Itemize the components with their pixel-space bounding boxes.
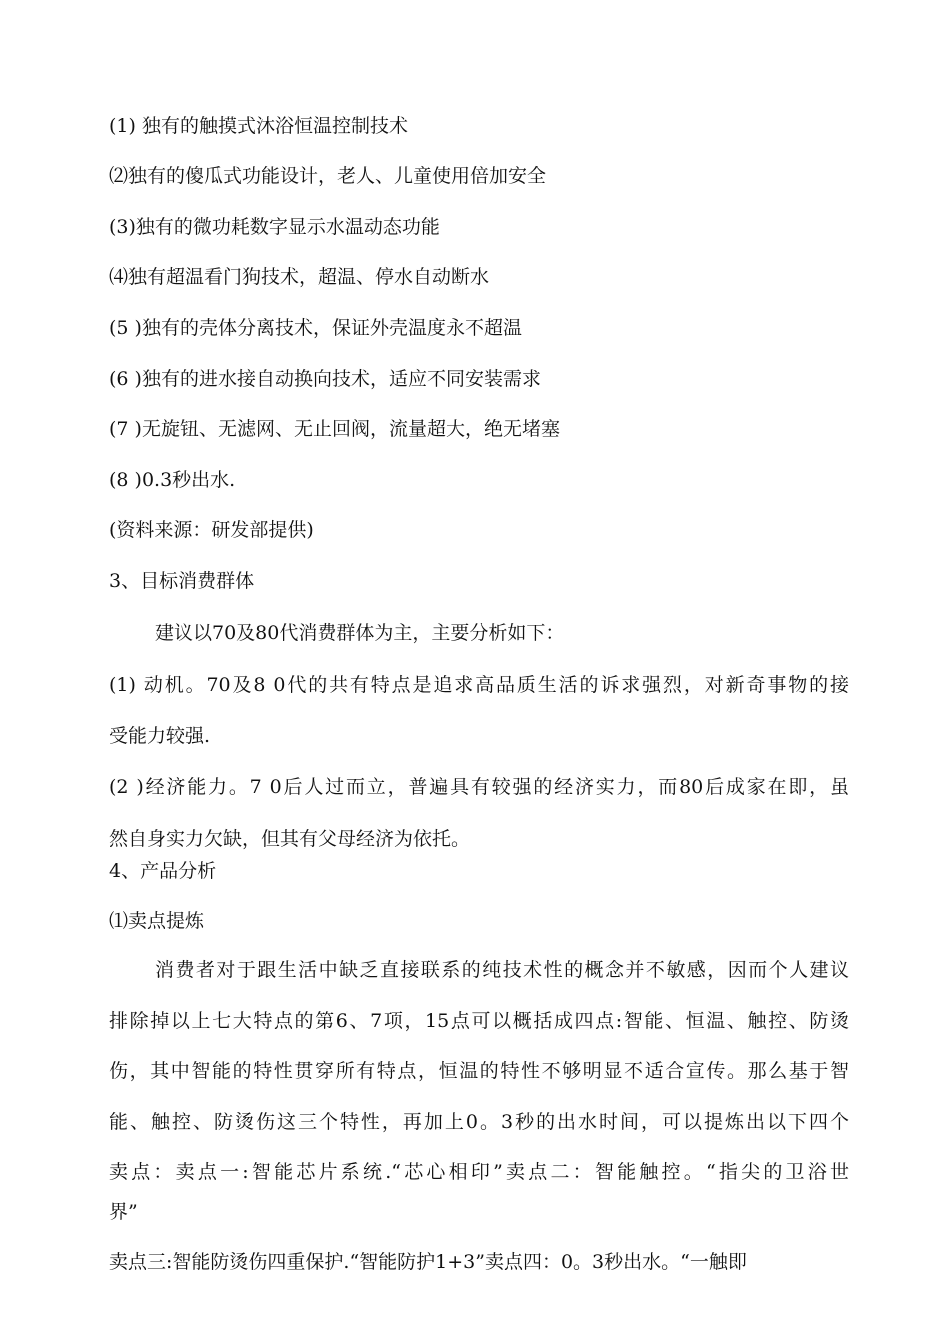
section-4-para-line-3: 伤，其中智能的特性贯穿所有特点，恒温的特性不够明显不适合宣传。那么基于智	[109, 1060, 849, 1082]
section-4-para-line-2: 排除掉以上七大特点的第6、7项，15点可以概括成四点:智能、恒温、触控、防烫	[109, 1010, 849, 1032]
section-4-last-line: 卖点三:智能防烫伤四重保护.“智能防护1+3”卖点四：0。3秒出水。“一触即	[109, 1251, 747, 1273]
section-3-item-2-line-1: (2 )经济能力。7 0后人过而立，普遍具有较强的经济实力，而80后成家在即，虽	[109, 776, 849, 798]
section-3-item-1-line-1: (1) 动机。70及8 0代的共有特点是追求高品质生活的诉求强烈，对新奇事物的接	[109, 674, 849, 696]
section-4-para-line-1: 消费者对于跟生活中缺乏直接联系的纯技术性的概念并不敏感，因而个人建议	[155, 959, 849, 981]
section-3-intro: 建议以70及80代消费群体为主，主要分析如下：	[155, 622, 565, 644]
section-4-para-line-5: 卖点：卖点一:智能芯片系统.“芯心相印”卖点二：智能触控。“指尖的卫浴世	[109, 1161, 849, 1183]
feature-item-3: (3)独有的微功耗数字显示水温动态功能	[109, 216, 440, 238]
section-3-item-1-line-2: 受能力较强.	[109, 725, 211, 747]
section-4-sub-heading: ⑴卖点提炼	[109, 910, 205, 932]
feature-item-1: (1) 独有的触摸式沐浴恒温控制技术	[109, 115, 408, 137]
feature-item-2: ⑵独有的傻瓜式功能设计，老人、儿童使用倍加安全	[109, 165, 547, 187]
section-3-item-2-line-2: 然自身实力欠缺，但其有父母经济为依托。	[109, 828, 471, 850]
section-4-para-line-4: 能、触控、防烫伤这三个特性，再加上0。3秒的出水时间，可以提炼出以下四个	[109, 1111, 849, 1133]
source-note: (资料来源：研发部提供)	[109, 519, 314, 541]
section-4-para-line-6: 界”	[109, 1201, 138, 1223]
feature-item-6: (6 )独有的进水接自动换向技术，适应不同安装需求	[109, 368, 541, 390]
feature-item-5: (5 )独有的壳体分离技术，保证外壳温度永不超温	[109, 317, 522, 339]
feature-item-4: ⑷独有超温看门狗技术，超温、停水自动断水	[109, 266, 490, 288]
section-3-heading: 3、目标消费群体	[109, 570, 255, 592]
section-4-heading: 4、产品分析	[109, 860, 217, 882]
feature-item-7: (7 )无旋钮、无滤网、无止回阀，流量超大，绝无堵塞	[109, 418, 560, 440]
feature-item-8: (8 )0.3秒出水.	[109, 469, 236, 491]
